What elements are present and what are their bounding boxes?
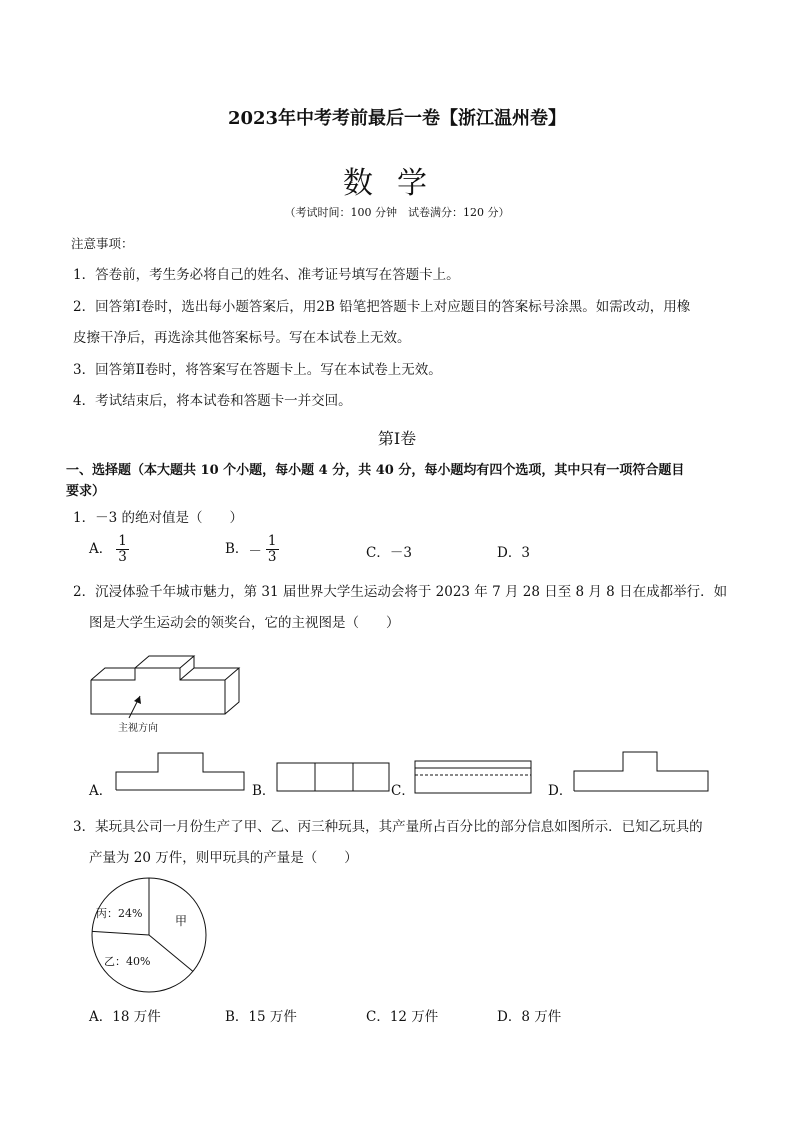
q3-option-c: C．12 万件 <box>366 1009 439 1025</box>
q3-option-d: D．8 万件 <box>497 1009 562 1025</box>
q2-option-d-figure <box>571 749 711 795</box>
subject-title: 数学 <box>343 166 451 201</box>
fraction-denominator: 3 <box>118 548 127 565</box>
q2-option-c-figure <box>412 758 534 796</box>
q2-option-b-figure <box>274 760 392 794</box>
q1-option-c: C．－3 <box>366 545 412 561</box>
question-3-stem: 3．某玩具公司一月份生产了甲、乙、丙三种玩具，其产量所占百分比的部分信息如图所示．已知乙玩具的 <box>73 819 703 835</box>
q1-option-b-sign: － <box>248 543 262 560</box>
question-1-stem: 1．－3 的绝对值是（ ） <box>73 510 243 526</box>
q2-option-b-label: B． <box>252 783 276 799</box>
notice-item-2-cont: 皮擦干净后，再选涂其他答案标号。写在本试卷上无效。 <box>73 330 411 346</box>
q1-option-d: D．3 <box>497 545 530 561</box>
podium-figure <box>85 643 255 743</box>
notice-item-1: 1．答卷前，考生务必将自己的姓名、准考证号填写在答题卡上。 <box>73 267 460 283</box>
q1-option-b-label: B． <box>225 540 249 557</box>
q3-option-a: A．18 万件 <box>89 1009 161 1025</box>
notice-item-4: 4．考试结束后，将本试卷和答题卡一并交回。 <box>73 393 352 409</box>
q2-option-c-label: C． <box>391 783 415 799</box>
q1-option-b <box>225 534 279 565</box>
notice-item-2: 2．回答第Ⅰ卷时，选出每小题答案后，用2B 铅笔把答题卡上对应题目的答案标号涂黑。如需改动，用橡 <box>73 299 691 315</box>
q2-option-d-label: D． <box>548 783 573 799</box>
pie-boundary-yi-jia <box>149 935 193 971</box>
part-one-heading-cont: 要求） <box>66 484 106 499</box>
q1-option-b-fraction <box>266 534 279 565</box>
fraction-denominator: 3 <box>267 548 277 565</box>
q2-option-a-figure <box>113 750 247 794</box>
q1-option-a-label: A． <box>89 540 113 557</box>
q1-option-a <box>89 534 129 565</box>
pie-label-yi: 乙：40% <box>104 955 151 968</box>
q3-option-b: B．15 万件 <box>225 1009 297 1025</box>
part-one-heading: 一、选择题（本大题共 10 个小题，每小题 4 分，共 40 分，每小题均有四个选项，其中只有一项符合题目 <box>66 463 685 478</box>
pie-chart <box>86 872 212 998</box>
pie-label-bing: 丙：24% <box>96 907 143 920</box>
q1-option-a-fraction <box>116 534 129 565</box>
pie-label-jia: 甲 <box>175 914 188 928</box>
exam-info: （考试时间：100 分钟 试卷满分：120 分） <box>284 206 510 219</box>
q2-option-a-label: A． <box>89 783 113 799</box>
fraction-numerator: 1 <box>118 533 127 549</box>
view-direction-caption: 主视方向 <box>118 723 158 734</box>
fraction-numerator: 1 <box>267 533 277 549</box>
pie-boundary-bing-yi <box>92 931 149 935</box>
section-title: 第Ⅰ卷 <box>377 429 417 448</box>
question-2-stem-cont: 图是大学生运动会的领奖台，它的主视图是（ ） <box>89 615 400 631</box>
exam-title: 2023年中考考前最后一卷【浙江温州卷】 <box>227 108 567 129</box>
question-2-stem: 2．沉浸体验千年城市魅力，第 31 届世界大学生运动会将于 2023 年 7 月 28 日至 8 月 8 日在成都举行．如 <box>73 584 728 600</box>
question-3-stem-cont: 产量为 20 万件，则甲玩具的产量是（ ） <box>89 850 358 866</box>
notice-item-3: 3．回答第Ⅱ卷时，将答案写在答题卡上。写在本试卷上无效。 <box>73 362 442 378</box>
notice-heading: 注意事项： <box>71 236 134 251</box>
